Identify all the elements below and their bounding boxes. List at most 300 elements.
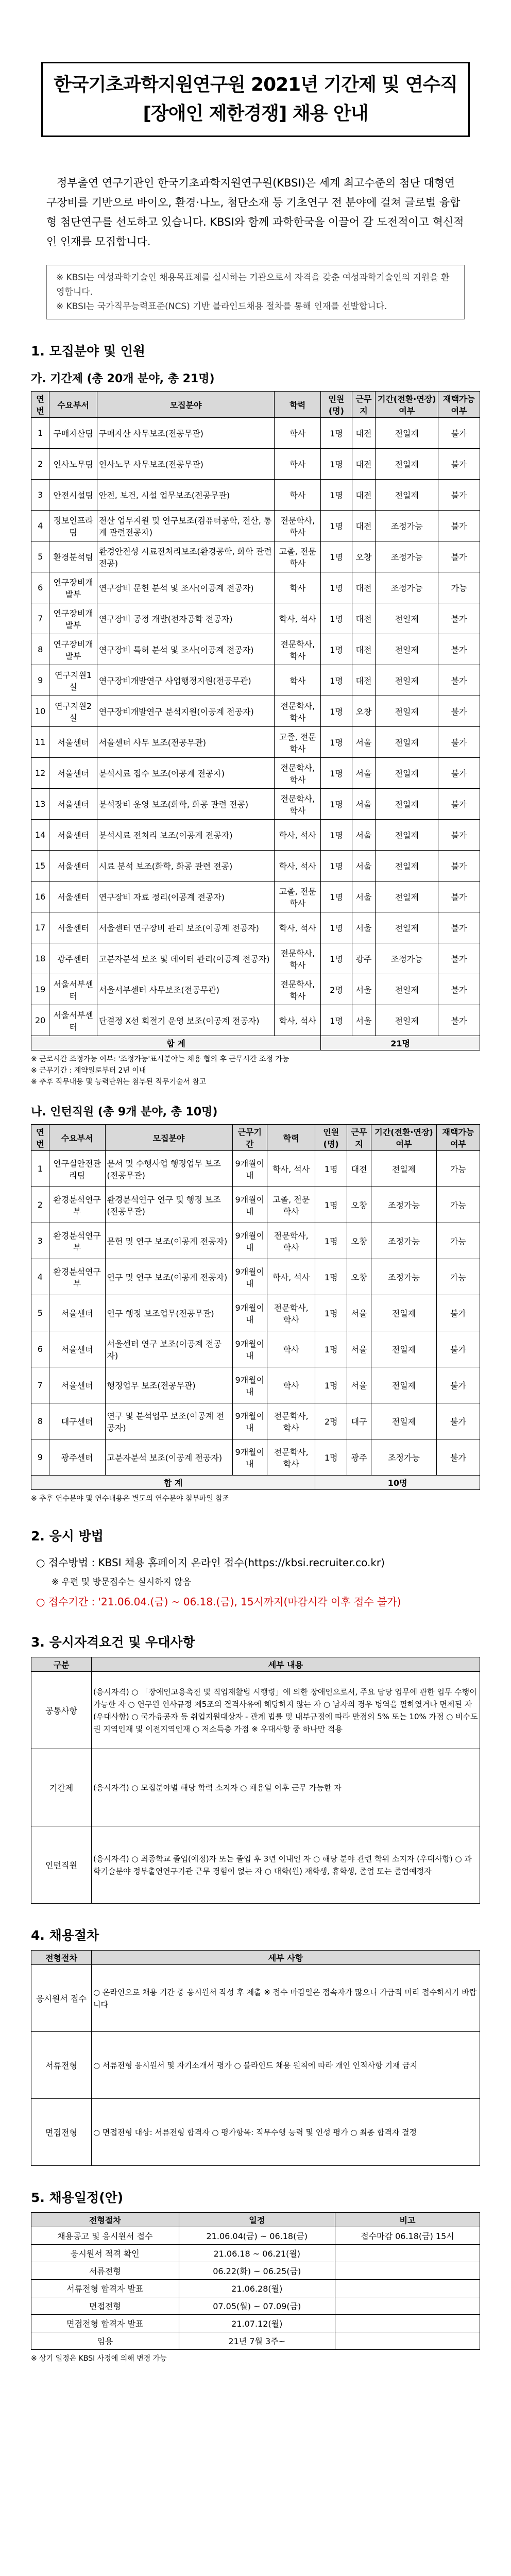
table-cell: 인사노무팀	[49, 449, 97, 480]
table-cell: 서류전형 합격자 발표	[31, 2280, 179, 2297]
table-cell: 불가	[438, 851, 480, 882]
table-cell: 전문학사, 학사	[267, 1295, 315, 1331]
table-row	[31, 572, 480, 603]
table-row	[31, 480, 480, 511]
table-cell: 1명	[321, 603, 352, 634]
table-cell: 9	[31, 665, 49, 696]
table-cell: 학사, 석사	[275, 1005, 321, 1036]
table-cell: 대전	[352, 449, 376, 480]
table-cell: 조정가능	[371, 1223, 437, 1259]
table-cell: 연구장비개발부	[49, 634, 97, 665]
table-cell: 21년 7월 3주~	[179, 2332, 335, 2350]
table-row	[31, 1259, 480, 1295]
section-1a-heading: 가. 기간제 (총 20개 분야, 총 21명)	[31, 372, 215, 385]
table-cell: 오창	[347, 1223, 371, 1259]
column-header: 구분	[31, 1657, 92, 1672]
table-cell: 학사, 석사	[275, 603, 321, 634]
table-cell: 전일제	[376, 480, 438, 511]
table-cell: 1명	[315, 1187, 347, 1223]
row-detail: ○ 온라인으로 채용 기간 중 응시원서 작성 후 제출 ※ 접수 마감일은 접속자가 많으니 가급적 미리 접수하시기 바랍니다	[92, 1965, 480, 2032]
table-cell: 가능	[436, 1259, 480, 1295]
table-cell: 서울센터	[49, 1295, 105, 1331]
table-cell: 불가	[438, 541, 480, 572]
column-header: 일정	[179, 2213, 335, 2227]
table-cell: 전문학사, 학사	[275, 789, 321, 820]
table-cell: 전문학사, 학사	[275, 758, 321, 789]
table-cell: 학사	[275, 418, 321, 449]
table-row	[31, 2032, 480, 2099]
table-cell: 정보인프라팀	[49, 511, 97, 541]
column-header: 모집분야	[97, 392, 275, 418]
table-row	[31, 2099, 480, 2166]
table-cell: 4	[31, 511, 49, 541]
column-header: 모집분야	[105, 1125, 232, 1151]
table-cell: 2	[31, 1187, 49, 1223]
table-cell: 서울	[352, 882, 376, 912]
table-row	[31, 2245, 480, 2262]
table-cell: 전문학사, 학사	[267, 1223, 315, 1259]
table-cell: 불가	[436, 1295, 480, 1331]
column-header: 비고	[335, 2213, 480, 2227]
table-cell: 안전시설팀	[49, 480, 97, 511]
table-cell: 구매자산팀	[49, 418, 97, 449]
table-cell: 서울센터	[49, 727, 97, 758]
table-cell: 1명	[321, 696, 352, 727]
table-cell	[335, 2262, 480, 2280]
table-cell: 연구지원1실	[49, 665, 97, 696]
page	[0, 62, 511, 2576]
table-cell: 1명	[321, 449, 352, 480]
table-cell: 면접전형	[31, 2297, 179, 2315]
column-header: 재택가능여부	[438, 392, 480, 418]
intern-footnote: ※ 추후 연수분야 및 연수내용은 별도의 연수분야 첨부파일 참조	[31, 1495, 230, 1503]
table-cell: 5	[31, 1295, 49, 1331]
table-cell: 광주	[352, 943, 376, 974]
table-cell: 대구	[347, 1403, 371, 1439]
table-cell: 연구장비개발부	[49, 603, 97, 634]
apply-item: ○ 접수방법 : KBSI 채용 홈페이지 온라인 접수(https://kbsi.recruiter.co.kr)	[36, 1556, 385, 1569]
table-row	[31, 1826, 480, 1904]
title-line2: [장애인 제한경쟁] 채용 안내	[143, 103, 368, 124]
table-cell: 서울센터	[49, 789, 97, 820]
notice-line: ※ KBSI는 국가직무능력표준(NCS) 기반 블라인드채용 절차를 통해 인재를 선발합니다.	[56, 301, 387, 312]
table-cell: 전일제	[376, 912, 438, 943]
table-cell: 구매자산 사무보조(전공무관)	[97, 418, 275, 449]
column-header: 기간(전환·연장)여부	[371, 1125, 437, 1151]
table-row	[31, 882, 480, 912]
table-cell: 1명	[321, 480, 352, 511]
table-cell: 서울	[347, 1295, 371, 1331]
table-cell: 접수마감 06.18(금) 15시	[335, 2227, 480, 2245]
table-cell: 서울센터	[49, 882, 97, 912]
table-cell: 1명	[321, 758, 352, 789]
table-cell: 분석장비 운영 보조(화학, 화공 관련 전공)	[97, 789, 275, 820]
table-cell: 서울센터	[49, 1367, 105, 1403]
table-cell: 가능	[436, 1187, 480, 1223]
column-header: 연번	[31, 392, 49, 418]
table-cell: 불가	[438, 449, 480, 480]
table-cell: 1	[31, 1151, 49, 1187]
table-cell: 전문학사, 학사	[275, 696, 321, 727]
table-row	[31, 2332, 480, 2350]
table-cell: 연구 및 분석업무 보조(이공계 전공자)	[105, 1403, 232, 1439]
table-cell: 1명	[315, 1295, 347, 1331]
table-cell: 서울	[352, 1005, 376, 1036]
section-2-heading: 2. 응시 방법	[31, 1529, 104, 1544]
table-cell: 학사, 석사	[267, 1259, 315, 1295]
table-cell: 연구장비 특허 분석 및 조사(이공계 전공자)	[97, 634, 275, 665]
table-cell: 불가	[438, 511, 480, 541]
table-cell: 1명	[315, 1439, 347, 1476]
total-value: 10명	[315, 1476, 480, 1490]
table-cell: 전일제	[371, 1331, 437, 1367]
table-cell: 1명	[315, 1331, 347, 1367]
table-row	[31, 1223, 480, 1259]
section-5-heading: 5. 채용일정(안)	[31, 2190, 124, 2205]
table-cell: 불가	[436, 1367, 480, 1403]
table-cell: 서울서부센터	[49, 1005, 97, 1036]
table-cell: 분석시료 접수 보조(이공계 전공자)	[97, 758, 275, 789]
table-row	[31, 758, 480, 789]
table-cell: 서울	[352, 758, 376, 789]
table-cell: 전일제	[376, 820, 438, 851]
column-header: 세부 내용	[92, 1657, 480, 1672]
table-cell: 서울센터	[49, 1331, 105, 1367]
table-cell: 4	[31, 1259, 49, 1295]
table-cell: 연구지원2실	[49, 696, 97, 727]
table-cell: 불가	[438, 480, 480, 511]
table-cell: 서울	[352, 851, 376, 882]
table-cell: 8	[31, 1403, 49, 1439]
table-cell: 대전	[347, 1151, 371, 1187]
table-cell: 조정가능	[371, 1259, 437, 1295]
table-cell: 서울센터	[49, 820, 97, 851]
table-cell	[335, 2332, 480, 2350]
table-cell: 불가	[438, 789, 480, 820]
schedule-footnote: ※ 상기 일정은 KBSI 사정에 의해 변경 가능	[31, 2354, 167, 2363]
table-cell: 불가	[436, 1439, 480, 1476]
table-cell: 1명	[315, 1259, 347, 1295]
row-label: 서류전형	[31, 2032, 92, 2099]
total-value: 21명	[321, 1036, 480, 1050]
table-row	[31, 634, 480, 665]
column-header: 연번	[31, 1125, 49, 1151]
table-cell: 불가	[438, 665, 480, 696]
table-cell: 전일제	[376, 974, 438, 1005]
table-cell: 고졸, 전문학사	[275, 727, 321, 758]
column-header: 세부 사항	[92, 1951, 480, 1965]
table-cell: 21.07.12(월)	[179, 2315, 335, 2332]
table-cell: 대구센터	[49, 1403, 105, 1439]
table-cell: 연구장비개발연구 사업행정지원(전공무관)	[97, 665, 275, 696]
column-header: 학력	[267, 1125, 315, 1151]
table-cell: 연구 및 연구 보조(이공계 전공자)	[105, 1259, 232, 1295]
table-cell: 연구장비개발부	[49, 572, 97, 603]
table-cell: 환경분석연구부	[49, 1187, 105, 1223]
table-row	[31, 1005, 480, 1036]
table-cell: 불가	[438, 1005, 480, 1036]
table-cell: 고졸, 전문학사	[275, 541, 321, 572]
table-cell: 9개월이내	[232, 1403, 267, 1439]
table-cell: 대전	[352, 665, 376, 696]
table-cell: 서울센터	[49, 912, 97, 943]
table-row	[31, 1965, 480, 2032]
table-row	[31, 1439, 480, 1476]
table-row	[31, 418, 480, 449]
table-row	[31, 1295, 480, 1331]
fixed-term-table	[31, 391, 480, 1050]
table-cell: 9개월이내	[232, 1187, 267, 1223]
footnote: ※ 추후 직무내용 및 능력단위는 첨부된 직무기술서 참고	[31, 1078, 207, 1086]
table-cell: 불가	[438, 603, 480, 634]
title-line1: 한국기초과학지원연구원 2021년 기간제 및 연수직	[53, 74, 458, 95]
table-cell: 9개월이내	[232, 1151, 267, 1187]
table-row	[31, 696, 480, 727]
table-cell: 채용공고 및 응시원서 접수	[31, 2227, 179, 2245]
table-cell: 1명	[321, 912, 352, 943]
row-detail: (응시자격) ○ 최종학교 졸업(예정)자 또는 졸업 후 3년 이내인 자 ○ 해당 분야 관련 학위 소지자 (우대사항) ○ 과학기술분야 정부출연연구기관 근무 경험이 없는 자 ○ 대학(원) 재학생, 휴학생, 졸업 또는 졸업예정자	[92, 1826, 480, 1904]
table-cell: 불가	[436, 1403, 480, 1439]
table-cell: 전문학사, 학사	[275, 943, 321, 974]
table-cell: 2명	[321, 974, 352, 1005]
table-cell: 7	[31, 603, 49, 634]
table-cell: 인사노무 사무보조(전공무관)	[97, 449, 275, 480]
intro-paragraph: 정부출연 연구기관인 한국기초과학지원연구원(KBSI)은 세계 최고수준의 첨단 대형연구장비를 기반으로 바이오, 환경·나노, 첨단소재 등 기초연구 전 분야에 걸쳐 글로벌 융합형 첨단연구를 선도하고 있습니다. KBSI와 함께 과학한국을 이끌어 갈 도전적이고 혁신적인 인재를 모집합니다.	[46, 177, 464, 248]
column-header: 수요부서	[49, 392, 97, 418]
table-cell: 고분자분석 보조 및 데이터 관리(이공계 전공자)	[97, 943, 275, 974]
column-header: 근무지	[347, 1125, 371, 1151]
table-cell: 1명	[321, 511, 352, 541]
table-cell: 9	[31, 1439, 49, 1476]
table-cell: 학사, 석사	[275, 820, 321, 851]
table-cell: 서울서부센터 사무보조(전공무관)	[97, 974, 275, 1005]
table-cell: 1명	[321, 882, 352, 912]
row-detail: ○ 서류전형 응시원서 및 자기소개서 평가 ○ 블라인드 채용 원칙에 따라 개인 인적사항 기재 금지	[92, 2032, 480, 2099]
table-cell: 전일제	[376, 634, 438, 665]
table-cell: 전문학사, 학사	[275, 511, 321, 541]
table-cell: 1명	[321, 572, 352, 603]
table-cell: 1명	[321, 1005, 352, 1036]
table-cell: 서울	[352, 727, 376, 758]
table-cell: 전문학사, 학사	[267, 1439, 315, 1476]
table-cell: 07.05(월) ~ 07.09(금)	[179, 2297, 335, 2315]
table-row	[31, 727, 480, 758]
column-header: 재택가능여부	[436, 1125, 480, 1151]
table-cell: 조정가능	[371, 1439, 437, 1476]
table-cell: 서울센터	[49, 758, 97, 789]
table-cell: 문헌 및 연구 보조(이공계 전공자)	[105, 1223, 232, 1259]
table-cell: 6	[31, 572, 49, 603]
table-cell: 조정가능	[376, 572, 438, 603]
table-cell: 학사, 석사	[267, 1151, 315, 1187]
table-cell: 조정가능	[376, 511, 438, 541]
table-cell: 전일제	[376, 882, 438, 912]
qualification-table	[31, 1657, 480, 1904]
table-cell: 전일제	[376, 789, 438, 820]
table-row	[31, 851, 480, 882]
table-cell: 1명	[321, 634, 352, 665]
table-row	[31, 665, 480, 696]
table-cell: 연구실안전관리팀	[49, 1151, 105, 1187]
table-cell: 전문학사, 학사	[267, 1403, 315, 1439]
table-cell: 광주	[347, 1439, 371, 1476]
table-cell: 서울서부센터	[49, 974, 97, 1005]
table-row	[31, 1187, 480, 1223]
column-header: 학력	[275, 392, 321, 418]
total-label: 합 계	[31, 1036, 321, 1050]
table-row	[31, 2315, 480, 2332]
column-header: 전형절차	[31, 1951, 92, 1965]
table-cell: 시료 분석 보조(화학, 화공 관련 전공)	[97, 851, 275, 882]
table-cell: 조정가능	[371, 1187, 437, 1223]
table-row	[31, 1367, 480, 1403]
table-cell: 서울	[352, 912, 376, 943]
table-cell: 7	[31, 1367, 49, 1403]
table-cell: 서울센터 연구 보조(이공계 전공자)	[105, 1331, 232, 1367]
table-row	[31, 912, 480, 943]
table-cell: 환경분석연구부	[49, 1259, 105, 1295]
table-cell: 21.06.04(금) ~ 06.18(금)	[179, 2227, 335, 2245]
table-cell: 3	[31, 1223, 49, 1259]
table-row	[31, 1403, 480, 1439]
footnote: ※ 근로시간 조정가능 여부: '조정가능'표시분야는 채용 협의 후 근무시간 조정 가능	[31, 1055, 289, 1063]
table-cell: 안전, 보건, 시설 업무보조(전공무관)	[97, 480, 275, 511]
table-cell	[335, 2245, 480, 2262]
column-header: 기간(전환·연장)여부	[376, 392, 438, 418]
table-cell	[335, 2315, 480, 2332]
table-row	[31, 820, 480, 851]
table-cell: 16	[31, 882, 49, 912]
table-cell: 서류전형	[31, 2262, 179, 2280]
table-cell: 대전	[352, 418, 376, 449]
table-cell: 불가	[438, 727, 480, 758]
table-cell: 학사	[275, 480, 321, 511]
table-cell: 환경안전성 시료전처리보조(환경공학, 화학 관련전공)	[97, 541, 275, 572]
row-label: 면접전형	[31, 2099, 92, 2166]
table-cell: 전일제	[371, 1403, 437, 1439]
apply-method	[36, 1554, 475, 1611]
table-cell: 불가	[438, 974, 480, 1005]
table-row	[31, 1331, 480, 1367]
table-cell: 9개월이내	[232, 1223, 267, 1259]
table-cell: 연구장비 문헌 분석 및 조사(이공계 전공자)	[97, 572, 275, 603]
table-cell: 불가	[438, 820, 480, 851]
table-cell: 1	[31, 418, 49, 449]
table-cell: 대전	[352, 603, 376, 634]
table-cell: 조정가능	[376, 541, 438, 572]
table-cell: 전일제	[376, 1005, 438, 1036]
total-row	[31, 1476, 480, 1490]
table-cell: 14	[31, 820, 49, 851]
notice-line: ※ KBSI는 여성과학기술인 채용목표제를 실시하는 기관으로서 자격을 갖춘 여성과학기술인의 지원을 환영합니다.	[56, 273, 450, 297]
table-cell	[335, 2280, 480, 2297]
table-cell: 6	[31, 1331, 49, 1367]
table-cell: 연구장비개발연구 분석지원(이공계 전공자)	[97, 696, 275, 727]
table-cell: 전일제	[371, 1151, 437, 1187]
table-cell: 1명	[321, 789, 352, 820]
table-cell: 서울	[352, 974, 376, 1005]
row-detail: ○ 면접전형 대상: 서류전형 합격자 ○ 평가항목: 직무수행 능력 및 인성 평가 ○ 최종 합격자 결정	[92, 2099, 480, 2166]
table-cell: 전일제	[376, 449, 438, 480]
column-header: 근무기간	[232, 1125, 267, 1151]
table-cell: 9개월이내	[232, 1331, 267, 1367]
notice-box	[46, 265, 465, 319]
table-cell: 학사, 석사	[275, 851, 321, 882]
table-cell: 1명	[315, 1151, 347, 1187]
table-cell: 문서 및 수행사업 행정업무 보조(전공무관)	[105, 1151, 232, 1187]
table-cell: 전일제	[376, 665, 438, 696]
table-cell: 대전	[352, 572, 376, 603]
table-cell: 9개월이내	[232, 1367, 267, 1403]
section-3-heading: 3. 응시자격요건 및 우대사항	[31, 1635, 195, 1650]
table-row	[31, 2280, 480, 2297]
table-cell: 1명	[315, 1223, 347, 1259]
table-cell: 연구 행정 보조업무(전공무관)	[105, 1295, 232, 1331]
row-label: 기간제	[31, 1749, 92, 1826]
table-cell: 9개월이내	[232, 1259, 267, 1295]
table-cell: 오창	[347, 1259, 371, 1295]
table-cell: 1명	[321, 820, 352, 851]
table-cell: 불가	[436, 1331, 480, 1367]
table-cell: 불가	[438, 696, 480, 727]
table-cell: 전일제	[376, 603, 438, 634]
row-label: 공통사항	[31, 1672, 92, 1749]
table-row	[31, 1151, 480, 1187]
column-header: 근무지	[352, 392, 376, 418]
table-cell: 9개월이내	[232, 1439, 267, 1476]
intern-table	[31, 1124, 480, 1490]
table-cell: 전일제	[376, 851, 438, 882]
table-cell: 분석시료 전처리 보조(이공계 전공자)	[97, 820, 275, 851]
table-cell: 12	[31, 758, 49, 789]
table-cell: 환경분석팀	[49, 541, 97, 572]
table-cell: 서울	[347, 1331, 371, 1367]
table-cell: 오창	[352, 541, 376, 572]
table-cell: 서울	[347, 1367, 371, 1403]
table-cell: 20	[31, 1005, 49, 1036]
table-cell: 10	[31, 696, 49, 727]
table-cell: 서울	[352, 789, 376, 820]
table-cell: 학사	[267, 1331, 315, 1367]
table-cell: 1명	[321, 665, 352, 696]
table-cell: 가능	[436, 1151, 480, 1187]
table-cell: 전문학사, 학사	[275, 974, 321, 1005]
table-cell: 3	[31, 480, 49, 511]
table-cell: 1명	[321, 418, 352, 449]
table-cell: 서울센터 연구장비 관리 보조(이공계 전공자)	[97, 912, 275, 943]
table-cell: 가능	[438, 572, 480, 603]
table-cell: 불가	[438, 758, 480, 789]
table-cell: 13	[31, 789, 49, 820]
total-label: 합 계	[31, 1476, 315, 1490]
table-cell: 불가	[438, 912, 480, 943]
column-header: 인원(명)	[315, 1125, 347, 1151]
table-cell: 전문학사, 학사	[275, 634, 321, 665]
table-cell: 대전	[352, 634, 376, 665]
table-cell: 2명	[315, 1403, 347, 1439]
table-row	[31, 603, 480, 634]
table-cell: 서울	[352, 820, 376, 851]
table-cell: 불가	[438, 418, 480, 449]
section-4-heading: 4. 채용절차	[31, 1928, 99, 1943]
table-cell: 고졸, 전문학사	[275, 882, 321, 912]
table-cell: 5	[31, 541, 49, 572]
table-cell: 전일제	[371, 1367, 437, 1403]
table-cell: 9개월이내	[232, 1295, 267, 1331]
table-row	[31, 789, 480, 820]
table-cell: 서울센터 사무 보조(전공무관)	[97, 727, 275, 758]
section-1-heading: 1. 모집분야 및 인원	[31, 344, 146, 359]
